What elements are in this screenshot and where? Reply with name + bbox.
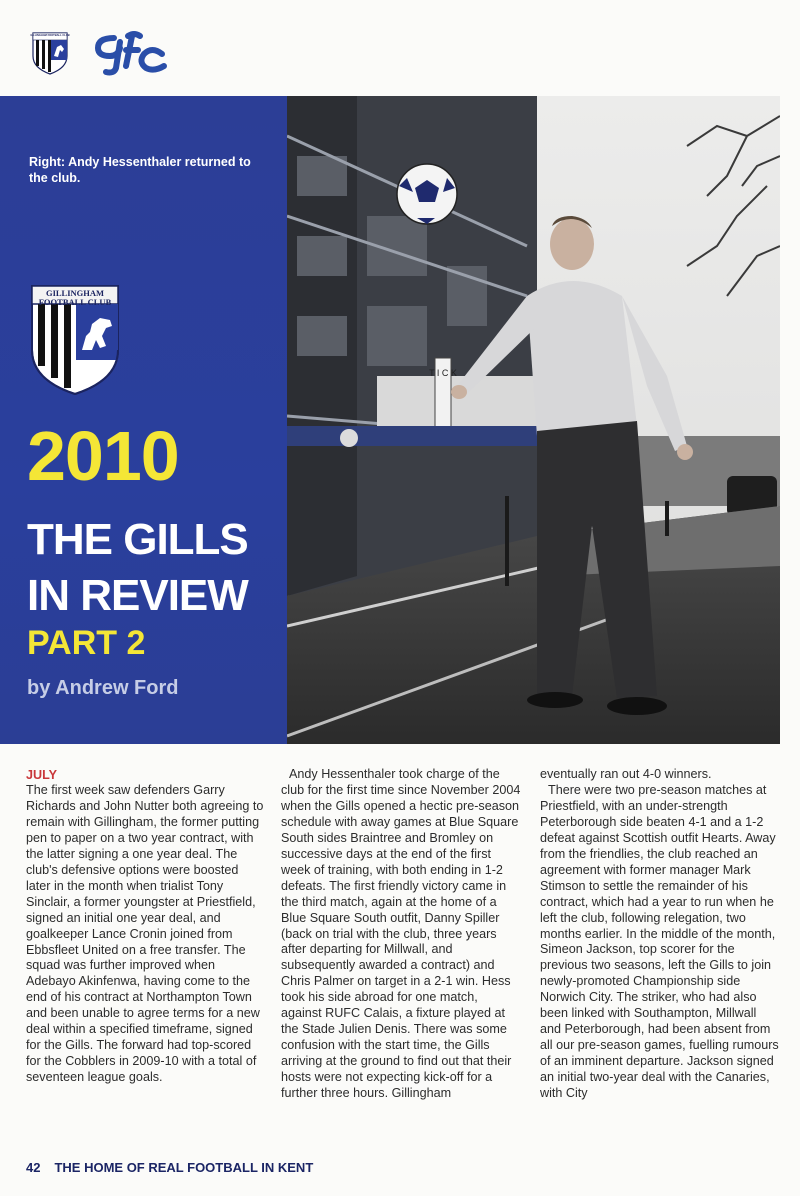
article-paragraph: The first week saw defenders Garry Richards and John Nutter both agreeing to remain with Gillingham, the former putting pen to paper on a two year contract, with the latter signing a one year deal. The club's defensive options were boosted later in the month when trialist Tony Sinclair, a former youngster at Priestfield, signed an initial one year deal, and goalkeeper Lance Cronin joined from Ebbsfleet United on a free transfer. The squad was further improved when Adebayo Akinfenwa, having come to the end of his contract at Northampton Town and been unable to agree terms for a new deal within a specified timeframe, signed for the Gills. The forward had top-scored for the Cobblers in 2009-10 with a total of seventeen league goals. [26,783,264,1085]
article-paragraph: There were two pre-season matches at Priestfield, with an under-strength Peterborough side beaten 4-1 and a 1-2 defeat against Scottish outfit Hearts. Away from the friendlies, the club reached an agreement with former manager Mark Stimson to settle the remainder of his contract, which had a year to run when he left the club, following relegation, two months earlier. In the middle of the month, Simeon Jackson, top scorer for the previous two seasons, left the Gills to join newly-promoted Championship side Norwich City. The striker, who had also been linked with Southampton, Millwall and Peterborough, had been absent from all our pre-season games, fuelling rumours of an imminent departure. Jackson signed an initial two-year deal with the Canaries, with City [540,782,779,1101]
page-number: 42 [26,1160,41,1175]
football-icon [397,164,457,224]
title-panel [0,96,287,744]
crest-small-text: GILLINGHAM FOOTBALL CLUB [30,34,70,37]
headline-year: 2010 [27,417,179,495]
article-column-2 [281,767,521,1102]
article-column-1 [26,767,266,1086]
headline-line-2: IN REVIEW [27,571,248,620]
headline-part: PART 2 [27,624,146,662]
author-byline: by Andrew Ford [27,677,179,699]
club-crest-small [30,30,70,76]
section-heading-july: JULY [26,768,58,782]
article-column-3 [540,767,780,1102]
article-paragraph: eventually ran out 4-0 winners. [540,767,712,781]
article-paragraph: Andy Hessenthaler took charge of the club for the first time since November 2004 when the Gills opened a hectic pre-season schedule with away games at Blue Square South sides Braintree and Bromley on successive days at the end of the first week of training, with both ending in 1-2 defeats. The first friendly victory came in the third match, again at the home of a Blue Square South outfit, Danny Spiller (back on trial with the club, three years after departing for Millwall, and subsequently awarded a contract) and Chris Palmer on target in a 2-1 win. Hess took his side abroad for one match, against RUFC Calais, a fixture played at the Stade Julien Denis. There was some confusion with the start time, the Gills arriving at the ground to find out that their hosts were not expecting kick-off for a further three hours. Gillingham [281,767,521,1101]
hero-banner [0,96,780,744]
stand-sign-text: T I C K [429,368,457,378]
hero-photo [287,96,780,744]
photo-caption: Right: Andy Hessenthaler returned to the club. [29,155,251,185]
footer-tagline: THE HOME OF REAL FOOTBALL IN KENT [54,1160,314,1175]
headline-line-1: THE GILLS [27,515,248,564]
crest-large-label: GILLINGHAM FOOTBALL CLUB [38,288,112,307]
club-crest-large [30,284,120,396]
page-footer [26,1160,313,1175]
gfc-monogram-logo [92,30,170,76]
